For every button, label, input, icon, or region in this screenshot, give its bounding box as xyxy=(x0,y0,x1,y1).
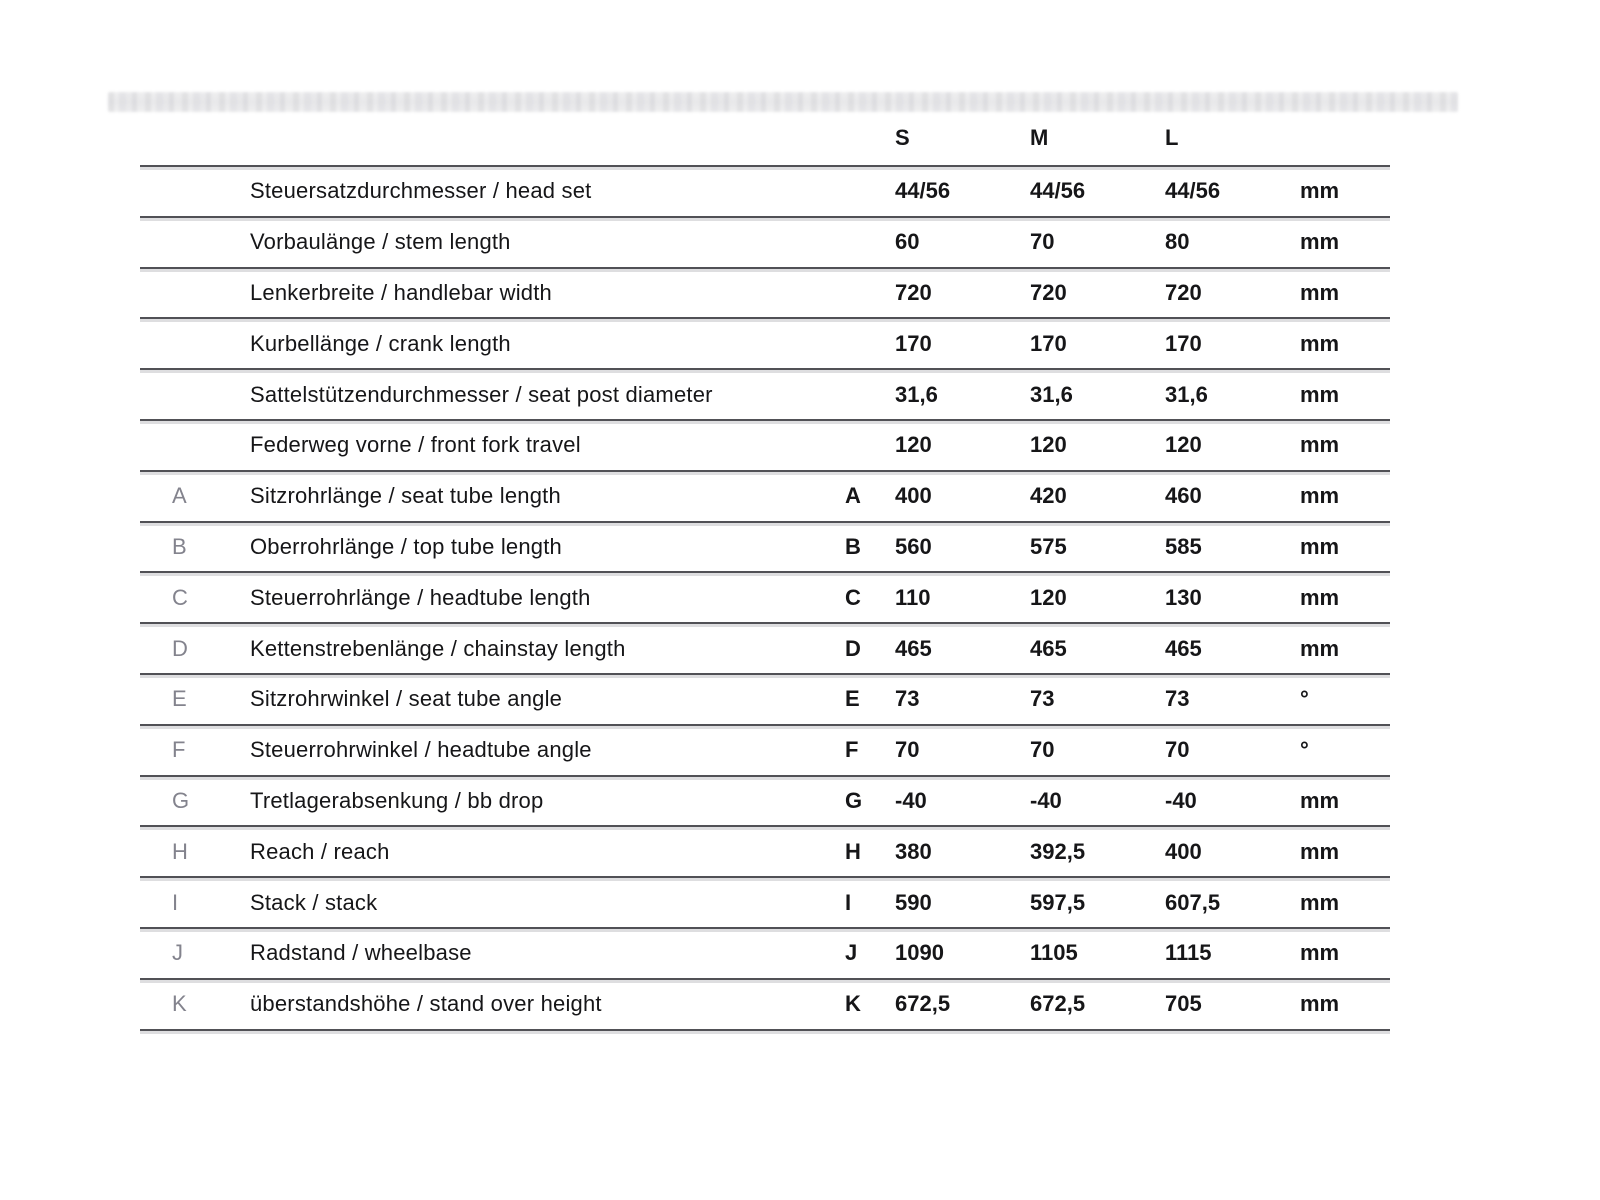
row-value-s: 560 xyxy=(895,533,932,559)
row-letter-ref: I xyxy=(845,889,852,915)
row-letter-ref: G xyxy=(845,787,863,813)
blurred-text-band xyxy=(108,92,1458,112)
row-label: Stack / stack xyxy=(250,889,378,915)
row-value-m: 720 xyxy=(1030,279,1067,305)
row-letter-ref: A xyxy=(845,483,861,509)
row-letter: J xyxy=(172,940,183,966)
row-value-s: 170 xyxy=(895,330,932,356)
row-value-s: 672,5 xyxy=(895,991,951,1017)
row-label: Sitzrohrlänge / seat tube length xyxy=(250,483,561,509)
table-row xyxy=(140,929,1390,980)
table-row xyxy=(140,269,1390,320)
row-letter: B xyxy=(172,533,187,559)
row-letter: A xyxy=(172,483,187,509)
row-letter-ref: C xyxy=(845,584,861,610)
row-value-s: 1090 xyxy=(895,940,944,966)
row-value-s: 73 xyxy=(895,686,920,712)
row-letter-ref: B xyxy=(845,533,861,559)
row-value-s: 60 xyxy=(895,229,920,255)
row-value-l: 1115 xyxy=(1165,940,1212,966)
row-label: Vorbaulänge / stem length xyxy=(250,229,511,255)
row-label: Sitzrohrwinkel / seat tube angle xyxy=(250,686,563,712)
row-unit: ° xyxy=(1300,686,1309,712)
row-value-m: 597,5 xyxy=(1030,889,1086,915)
row-value-l: 31,6 xyxy=(1165,381,1208,407)
row-letter: D xyxy=(172,635,188,661)
row-value-l: 720 xyxy=(1165,279,1202,305)
row-label: Kurbellänge / crank length xyxy=(250,330,511,356)
row-value-m: 392,5 xyxy=(1030,838,1086,864)
row-value-l: -40 xyxy=(1165,787,1197,813)
row-label: Steuersatzdurchmesser / head set xyxy=(250,178,592,204)
row-letter-ref: D xyxy=(845,635,861,661)
row-label: Reach / reach xyxy=(250,838,390,864)
row-value-s: 590 xyxy=(895,889,932,915)
table-row xyxy=(140,472,1390,523)
row-unit: mm xyxy=(1300,279,1340,305)
row-unit: mm xyxy=(1300,381,1340,407)
row-unit: mm xyxy=(1300,229,1340,255)
table-row xyxy=(140,675,1390,726)
header-size-m: M xyxy=(1030,124,1049,150)
table-row xyxy=(140,421,1390,472)
row-letter: C xyxy=(172,584,188,610)
table-row xyxy=(140,777,1390,828)
row-value-s: 120 xyxy=(895,432,932,458)
row-value-l: 585 xyxy=(1165,533,1202,559)
header-size-l: L xyxy=(1165,124,1179,150)
table-row xyxy=(140,523,1390,574)
row-value-m: 575 xyxy=(1030,533,1067,559)
row-label: Steuerrohrlänge / headtube length xyxy=(250,584,591,610)
row-unit: ° xyxy=(1300,737,1309,763)
table-row xyxy=(140,573,1390,624)
row-value-m: 73 xyxy=(1030,686,1055,712)
row-value-m: 120 xyxy=(1030,584,1067,610)
table-row xyxy=(140,980,1390,1031)
table-row xyxy=(140,218,1390,269)
row-value-l: 465 xyxy=(1165,635,1202,661)
row-letter: H xyxy=(172,838,188,864)
row-value-l: 120 xyxy=(1165,432,1202,458)
row-letter-ref: K xyxy=(845,991,861,1017)
row-value-m: 44/56 xyxy=(1030,178,1086,204)
row-label: Federweg vorne / front fork travel xyxy=(250,432,581,458)
row-unit: mm xyxy=(1300,330,1340,356)
row-label: überstandshöhe / stand over height xyxy=(250,991,602,1017)
row-label: Steuerrohrwinkel / headtube angle xyxy=(250,737,592,763)
row-letter: I xyxy=(172,889,179,915)
row-label: Tretlagerabsenkung / bb drop xyxy=(250,787,544,813)
row-unit: mm xyxy=(1300,432,1340,458)
table-row xyxy=(140,726,1390,777)
row-unit: mm xyxy=(1300,584,1340,610)
row-letter-ref: H xyxy=(845,838,861,864)
row-value-m: 672,5 xyxy=(1030,991,1086,1017)
table-header-row xyxy=(140,110,1390,167)
row-label: Lenkerbreite / handlebar width xyxy=(250,279,552,305)
geometry-table xyxy=(140,110,1390,1031)
row-value-s: 31,6 xyxy=(895,381,938,407)
row-value-m: 420 xyxy=(1030,483,1067,509)
row-value-s: 380 xyxy=(895,838,932,864)
row-value-m: 70 xyxy=(1030,229,1055,255)
row-unit: mm xyxy=(1300,838,1340,864)
row-label: Sattelstützendurchmesser / seat post diameter xyxy=(250,381,713,407)
header-size-s: S xyxy=(895,124,910,150)
row-value-l: 44/56 xyxy=(1165,178,1221,204)
row-value-s: 720 xyxy=(895,279,932,305)
row-unit: mm xyxy=(1300,889,1340,915)
row-label: Kettenstrebenlänge / chainstay length xyxy=(250,635,626,661)
table-row xyxy=(140,624,1390,675)
row-value-m: 120 xyxy=(1030,432,1067,458)
row-value-l: 607,5 xyxy=(1165,889,1221,915)
row-value-l: 130 xyxy=(1165,584,1202,610)
row-letter: E xyxy=(172,686,187,712)
row-unit: mm xyxy=(1300,635,1340,661)
row-letter-ref: E xyxy=(845,686,860,712)
row-letter-ref: J xyxy=(845,940,858,966)
row-letter: F xyxy=(172,737,186,763)
row-value-l: 705 xyxy=(1165,991,1202,1017)
row-value-m: 31,6 xyxy=(1030,381,1073,407)
row-value-m: -40 xyxy=(1030,787,1062,813)
row-label: Radstand / wheelbase xyxy=(250,940,472,966)
row-value-l: 170 xyxy=(1165,330,1202,356)
row-value-l: 80 xyxy=(1165,229,1190,255)
row-value-m: 170 xyxy=(1030,330,1067,356)
row-letter: G xyxy=(172,787,190,813)
row-unit: mm xyxy=(1300,178,1340,204)
row-value-s: 44/56 xyxy=(895,178,951,204)
row-unit: mm xyxy=(1300,787,1340,813)
row-value-s: 465 xyxy=(895,635,932,661)
table-row xyxy=(140,319,1390,370)
row-value-s: 70 xyxy=(895,737,920,763)
row-letter-ref: F xyxy=(845,737,859,763)
row-value-l: 70 xyxy=(1165,737,1190,763)
row-unit: mm xyxy=(1300,483,1340,509)
table-row xyxy=(140,827,1390,878)
row-value-l: 460 xyxy=(1165,483,1202,509)
row-value-m: 465 xyxy=(1030,635,1067,661)
row-value-l: 73 xyxy=(1165,686,1190,712)
row-unit: mm xyxy=(1300,533,1340,559)
row-unit: mm xyxy=(1300,991,1340,1017)
row-value-s: -40 xyxy=(895,787,927,813)
table-row xyxy=(140,370,1390,421)
row-value-s: 400 xyxy=(895,483,932,509)
row-letter: K xyxy=(172,991,187,1017)
row-value-s: 110 xyxy=(895,584,931,610)
row-unit: mm xyxy=(1300,940,1340,966)
row-value-m: 1105 xyxy=(1030,940,1078,966)
table-row xyxy=(140,878,1390,929)
table-row xyxy=(140,167,1390,218)
row-value-l: 400 xyxy=(1165,838,1202,864)
row-label: Oberrohrlänge / top tube length xyxy=(250,533,562,559)
row-value-m: 70 xyxy=(1030,737,1055,763)
